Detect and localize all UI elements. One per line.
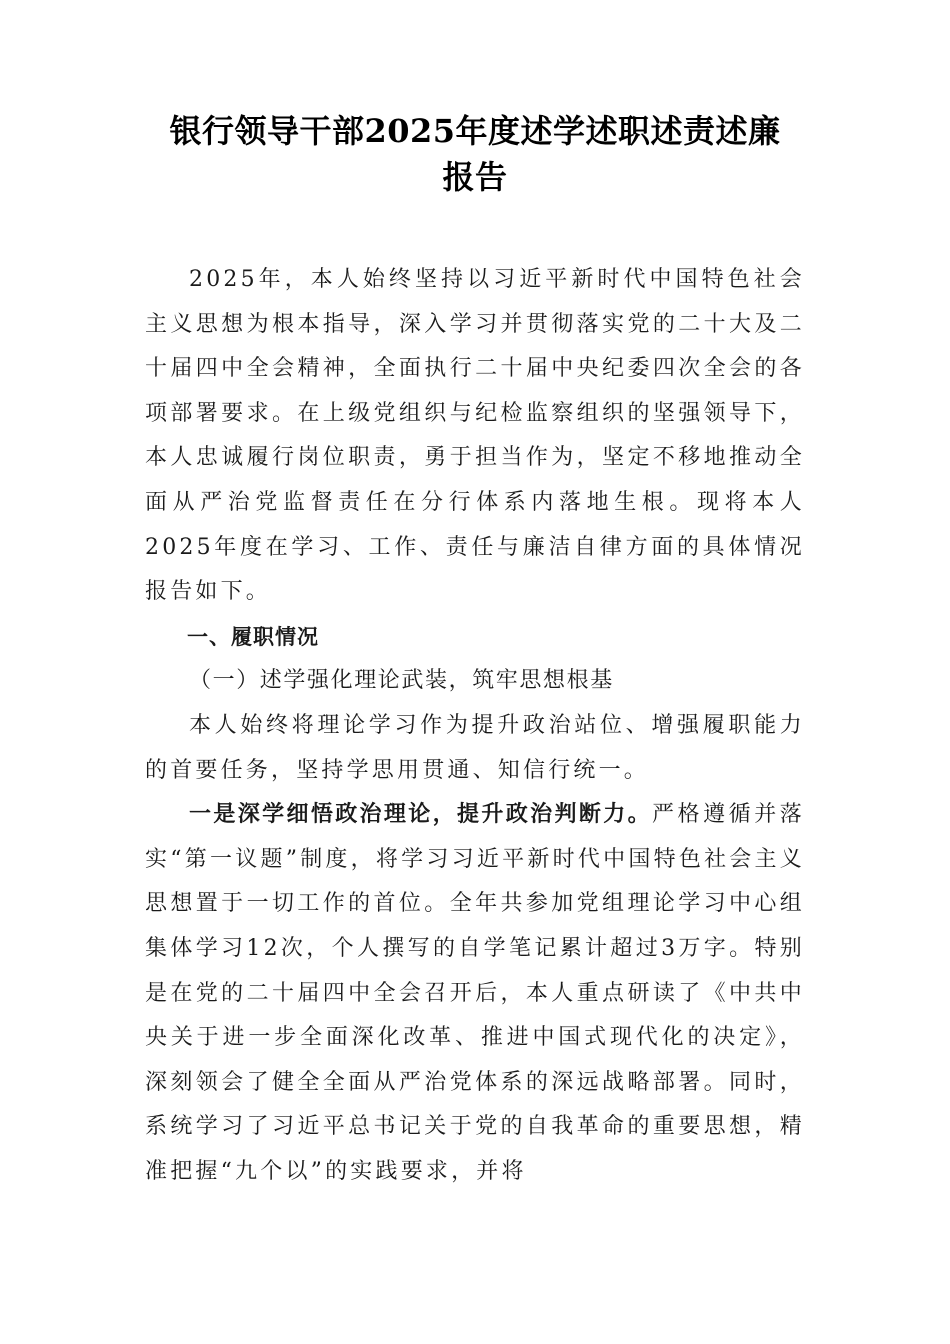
subsection-intro-paragraph: 本人始终将理论学习作为提升政治站位、增强履职能力的首要任务，坚持学思用贯通、知信行统一。 [145, 712, 805, 783]
document-page [145, 108, 805, 1194]
point-lead: 一是深学细悟政治理论，提升政治判断力。 [189, 802, 652, 828]
title-line-1: 银行领导干部2025年度述学述职述责述廉 [169, 112, 781, 150]
subsection-heading: （一）述学强化理论武装，筑牢思想根基 [189, 668, 614, 694]
point-paragraph [145, 793, 805, 1194]
title-line-2: 报告 [442, 158, 508, 196]
document-body [145, 258, 805, 1194]
document-title [145, 108, 805, 200]
intro-paragraph: 2025年，本人始终坚持以习近平新时代中国特色社会主义思想为根本指导，深入学习并贯彻落实党的二十大及二十届四中全会精神，全面执行二十届中央纪委四次全会的各项部署要求。在上级党组织与纪检监察组织的坚强领导下，本人忠诚履行岗位职责，勇于担当作为，坚定不移地推动全面从严治党监督责任在分行体系内落地生根。现将本人2025年度在学习、工作、责任与廉洁自律方面的具体情况报告如下。 [145, 267, 805, 605]
section-heading: 一、履职情况 [187, 624, 319, 649]
point-body: 严格遵循并落实“第一议题”制度，将学习习近平新时代中国特色社会主义思想置于一切工作的首位。全年共参加党组理论学习中心组集体学习12次，个人撰写的自学笔记累计超过3万字。特别是在党的二十届四中全会召开后，本人重点研读了《中共中央关于进一步全面深化改革、推进中国式现代化的决定》，深刻领会了健全全面从严治党体系的深远战略部署。同时，系统学习了习近平总书记关于党的自我革命的重要思想，精准把握“九个以”的实践要求，并将 [145, 802, 805, 1184]
